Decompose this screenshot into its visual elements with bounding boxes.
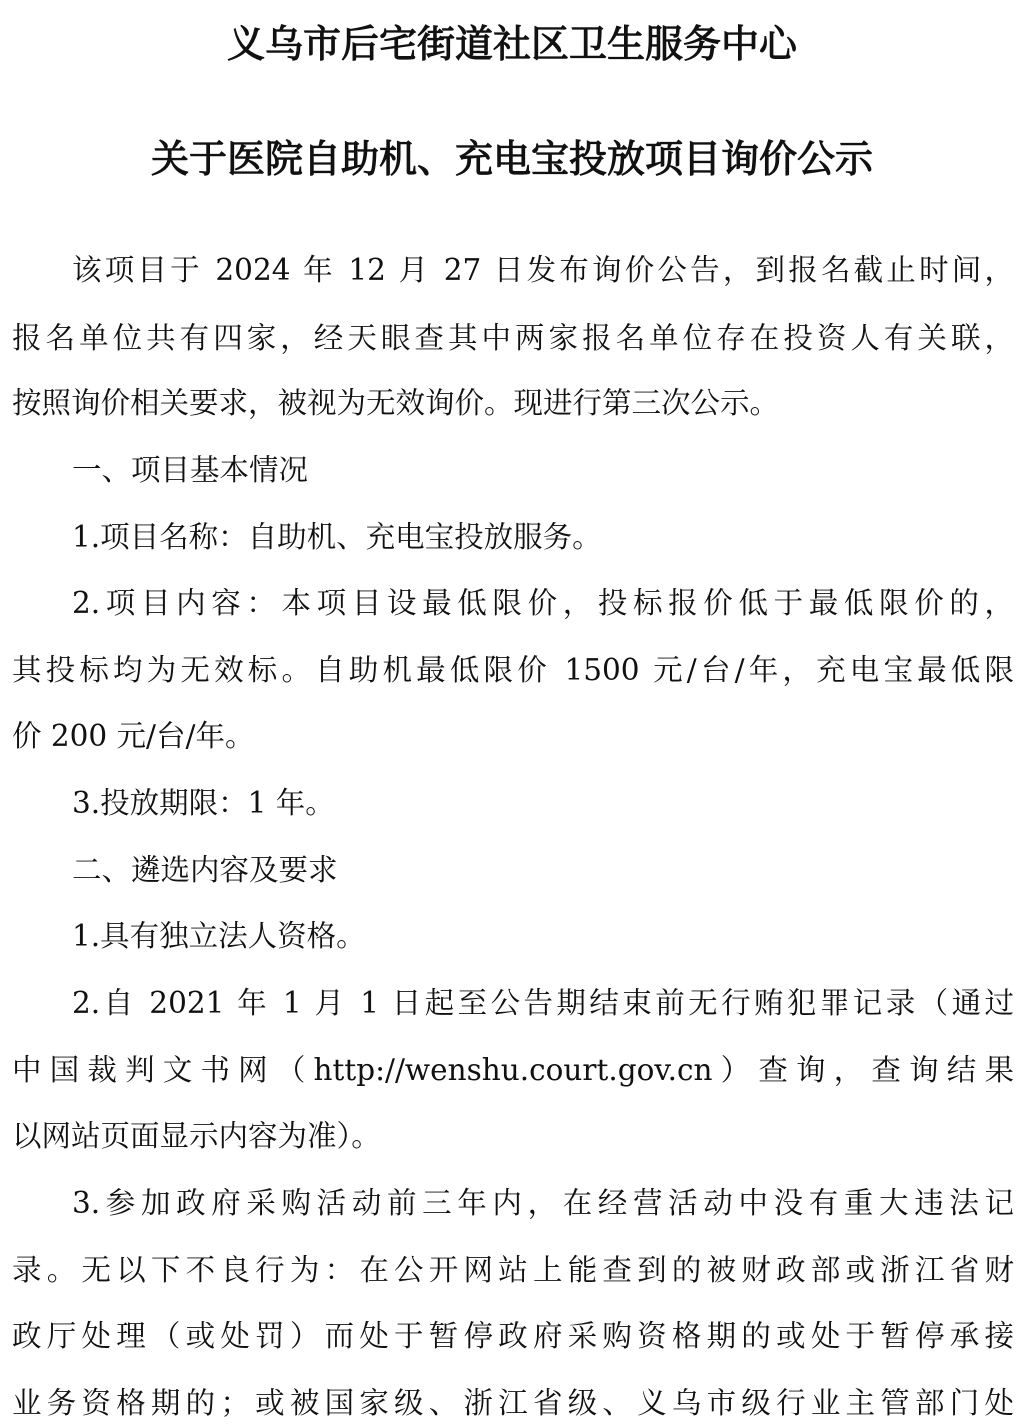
paragraph-line: 3.投放期限：1 年。 [72,786,335,820]
paragraph-line: 3.参加政府采购活动前三年内，在经营活动中没有重大违法记 [72,1186,1014,1220]
paragraph-line: 1.具有独立法人资格。 [72,919,366,953]
section-heading: 一、项目基本情况 [72,453,309,487]
document-title-line-2: 关于医院自助机、充电宝投放项目询价公示 [150,137,873,181]
paragraph-line: 业务资格期的；或被国家级、浙江省级、义乌市级行业主管部门处 [12,1386,1014,1420]
paragraph-line: 1.项目名称：自助机、充电宝投放服务。 [72,520,602,554]
paragraph-line: 价 200 元/台/年。 [12,719,255,753]
document-title-line-1: 义乌市后宅街道社区卫生服务中心 [226,22,797,66]
paragraph-line: 录。无以下不良行为：在公开网站上能查到的被财政部或浙江省财 [12,1253,1014,1287]
paragraph-line: 其投标均为无效标。自助机最低限价 1500 元/台/年，充电宝最低限 [12,653,1014,687]
paragraph-line: 2.自 2021 年 1 月 1 日起至公告期结束前无行贿犯罪记录（通过 [72,986,1014,1020]
paragraph-line: 以网站页面显示内容为准）。 [12,1119,381,1153]
paragraph-line: 2.项目内容：本项目设最低限价，投标报价低于最低限价的， [72,586,1014,620]
paragraph-line: 按照询价相关要求，被视为无效询价。现进行第三次公示。 [12,386,780,420]
paragraph-line: 该项目于 2024 年 12 月 27 日发布询价公告，到报名截止时间， [72,253,1014,287]
section-heading: 二、遴选内容及要求 [72,853,338,887]
paragraph-line: 中国裁判文书网（http://wenshu.court.gov.cn）查询，查询结果 [12,1053,1014,1087]
paragraph-line: 报名单位共有四家，经天眼查其中两家报名单位存在投资人有关联， [12,321,1014,355]
paragraph-line: 政厅处理（或处罚）而处于暂停政府采购资格期的或处于暂停承接 [12,1319,1014,1353]
